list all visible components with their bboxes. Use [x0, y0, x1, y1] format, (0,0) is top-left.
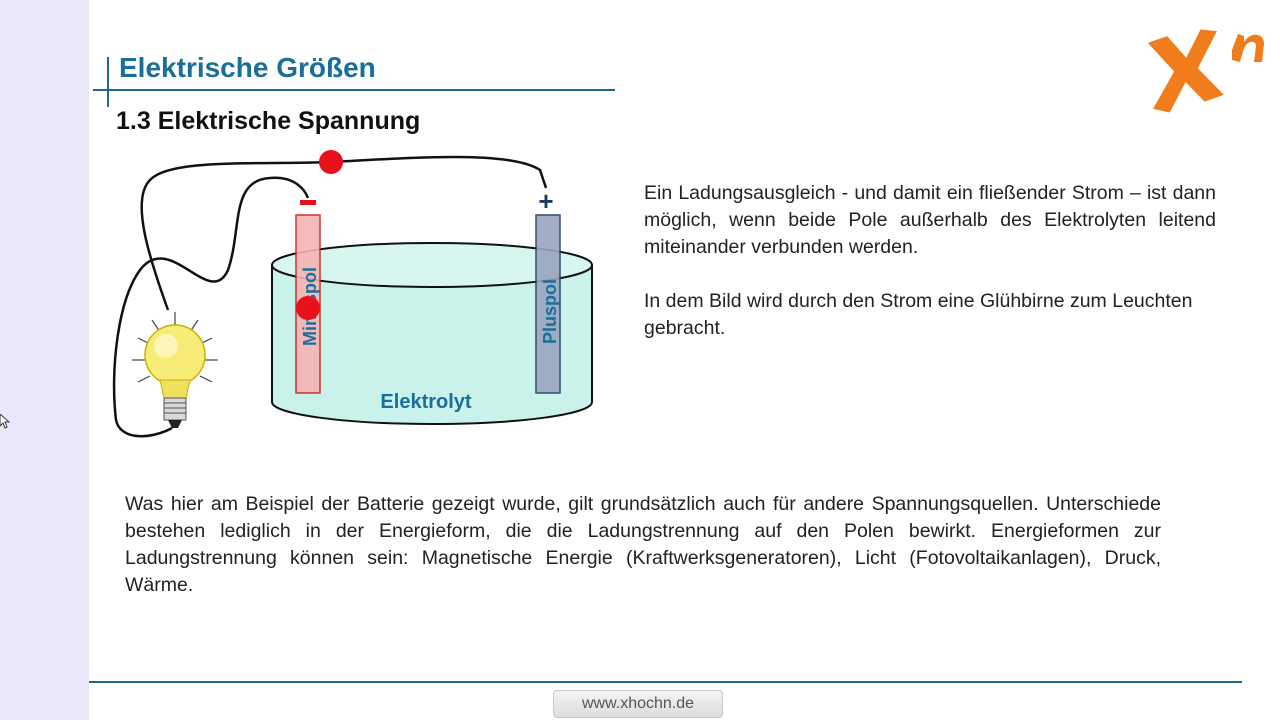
mouse-cursor-icon	[0, 414, 10, 430]
paragraph-current-flow: Ein Ladungsausgleich - und damit ein fließender Strom – ist dann möglich, wenn beide Pole außerhalb des Elektrolyten leitend miteinander verbunden werden.	[644, 182, 1216, 258]
footer-rule	[89, 681, 1242, 683]
plus-sign: +	[538, 186, 554, 216]
slide-title: Elektrische Größen	[119, 52, 376, 83]
light-bulb-icon	[132, 312, 218, 428]
title-underline	[93, 89, 615, 91]
electrolyte-label: Elektrolyt	[380, 391, 472, 413]
paragraph-light-bulb: In dem Bild wird durch den Strom eine Glühbirne zum Leuchten gebracht.	[644, 290, 1193, 339]
paragraph-voltage-sources: Was hier am Beispiel der Batterie gezeigt wurde, gilt grundsätzlich auch für andere Spannungsquellen. Unterschiede bestehen lediglich in der Energieform, die die Ladungstrennung auf den Polen bewirkt. Energieformen zur Ladungstrennung können sein: Magnetische Energie (Kraftwerksgeneratoren), Licht (Fotovoltaikanlagen), Druck, Wärme.	[125, 493, 1161, 596]
website-link[interactable]: www.xhochn.de	[553, 690, 723, 718]
charge-dot-wire	[319, 150, 343, 174]
plus-pole-label: Pluspol	[540, 278, 560, 344]
minus-sign	[300, 200, 316, 205]
charge-dot-pole	[296, 296, 320, 320]
title-accent-vertical	[107, 57, 109, 107]
battery-circuit-diagram	[110, 140, 610, 450]
left-sidebar-strip	[0, 0, 89, 720]
x-hoch-n-logo	[1140, 20, 1280, 115]
section-title: 1.3 Elektrische Spannung	[116, 107, 421, 135]
